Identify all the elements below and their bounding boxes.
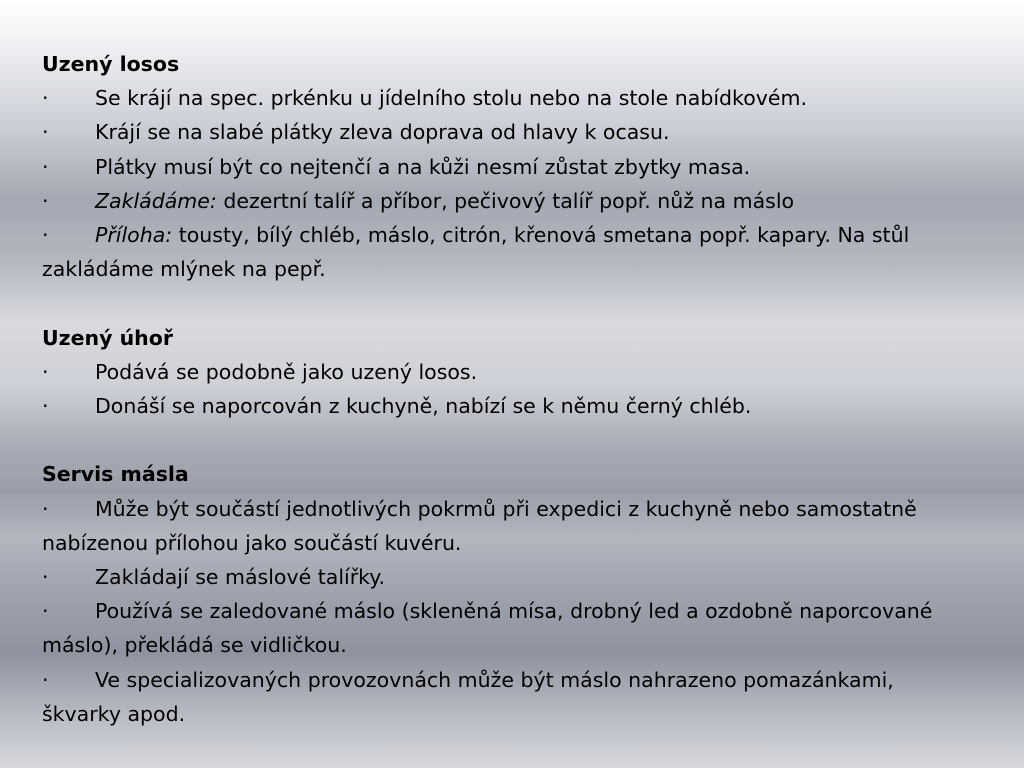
list-item-text: Plátky musí být co nejtenčí a na kůži nesmí zůstat zbytky masa. (95, 154, 751, 179)
list-item (42, 663, 972, 731)
list-item-text: Zakládají se máslové talířky. (95, 565, 386, 590)
bullet-marker: · (42, 223, 49, 248)
list-item (42, 560, 972, 594)
list-item-prefix: Příloha: (95, 223, 173, 248)
list-item (42, 115, 972, 149)
list-item (42, 150, 972, 184)
list-item-text: Krájí se na slabé plátky zleva doprava od hlavy k ocasu. (95, 120, 670, 145)
list-item-prefix: Zakládáme: (95, 188, 217, 213)
list-item-text: Ve specializovaných provozovnách může být máslo nahrazeno pomazánkami, škvarky apod. (42, 667, 894, 726)
section-spacer (42, 423, 972, 457)
bullet-marker: · (42, 496, 49, 521)
section-butter-service (42, 457, 972, 731)
list-item (42, 492, 972, 560)
bullet-marker: · (42, 188, 49, 213)
bullet-marker: · (42, 599, 49, 624)
list-item (42, 81, 972, 115)
list-item (42, 594, 972, 662)
list-item (42, 218, 972, 286)
section-heading: Uzený úhoř (42, 325, 173, 350)
list-item (42, 389, 972, 423)
section-spacer (42, 286, 972, 320)
list-item-text: tousty, bílý chléb, máslo, citrón, křenová smetana popř. kapary. Na stůl zakládáme mlýnek na pepř. (42, 223, 910, 282)
section-heading: Servis másla (42, 462, 189, 487)
list-item (42, 355, 972, 389)
section-smoked-salmon (42, 47, 972, 286)
list-item-text: Může být součástí jednotlivých pokrmů při expedici z kuchyně nebo samostatně nabízenou přílohou jako součástí kuvéru. (42, 496, 917, 555)
slide-content (42, 47, 972, 731)
list-item-text: Používá se zaledované máslo (skleněná mísa, drobný led a ozdobně naporcované máslo), překládá se vidličkou. (42, 599, 933, 658)
list-item-text: Se krájí na spec. prkénku u jídelního stolu nebo na stole nabídkovém. (95, 86, 807, 111)
bullet-marker: · (42, 394, 49, 419)
list-item (42, 184, 972, 218)
section-smoked-eel (42, 321, 972, 424)
list-item-text: Podává se podobně jako uzený losos. (95, 359, 478, 384)
bullet-marker: · (42, 565, 49, 590)
bullet-marker: · (42, 86, 49, 111)
list-item-text: Donáší se naporcován z kuchyně, nabízí se k němu černý chléb. (95, 394, 752, 419)
bullet-marker: · (42, 154, 49, 179)
list-item-text: dezertní talíř a příbor, pečivový talíř popř. nůž na máslo (216, 188, 795, 213)
bullet-marker: · (42, 667, 49, 692)
section-heading: Uzený losos (42, 52, 180, 76)
bullet-marker: · (42, 120, 49, 145)
bullet-marker: · (42, 359, 49, 384)
